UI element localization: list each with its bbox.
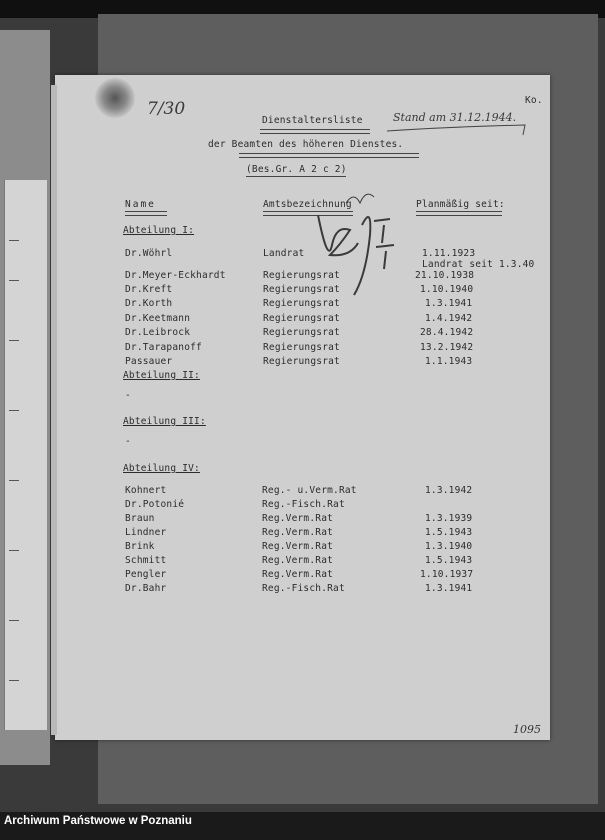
strip-tick — [9, 240, 19, 241]
row-name: Dr.Meyer-Eckhardt — [125, 270, 226, 281]
section-dash: - — [125, 436, 131, 447]
row-since: 1.1.1943 — [425, 356, 473, 367]
row-since: 21.10.1938 — [415, 270, 475, 281]
doc-grade: (Bes.Gr. A 2 c 2) — [246, 164, 347, 175]
row-name: Schmitt — [125, 555, 167, 566]
col-header-name: Name — [125, 199, 156, 210]
row-name: Dr.Tarapanoff — [125, 342, 202, 353]
row-title: Regierungsrat — [263, 284, 340, 295]
grade-underline — [246, 176, 346, 177]
row-title: Regierungsrat — [263, 342, 340, 353]
row-title: Regierungsrat — [263, 298, 340, 309]
row-since: 1.3.1939 — [425, 513, 473, 524]
row-title: Reg.-Fisch.Rat — [262, 499, 345, 510]
row-name: Dr.Korth — [125, 298, 173, 309]
row-name: Braun — [125, 513, 155, 524]
handwritten-signature — [310, 185, 420, 305]
row-since: 1.3.1941 — [425, 583, 473, 594]
col-name-underline — [125, 211, 167, 216]
strip-tick — [9, 340, 19, 341]
row-since: 1.3.1942 — [425, 485, 473, 496]
row-title: Reg.Verm.Rat — [262, 513, 334, 524]
row-title: Regierungsrat — [263, 327, 340, 338]
row-since: 13.2.1942 — [420, 342, 474, 353]
section-dash: - — [125, 390, 131, 401]
row-title: Reg.Verm.Rat — [262, 541, 334, 552]
row-since: 1.5.1943 — [425, 527, 473, 538]
row-name: Pengler — [125, 569, 167, 580]
strip-tick — [9, 280, 19, 281]
doc-title: Dienstaltersliste — [262, 115, 363, 126]
row-name: Dr.Wöhrl — [125, 248, 173, 259]
row-extra: Landrat seit 1.3.40 — [422, 259, 535, 270]
section-label: Abteilung III: — [123, 416, 206, 427]
row-since: 1.3.1940 — [425, 541, 473, 552]
document-page — [55, 75, 550, 740]
row-title: Landrat — [263, 248, 305, 259]
doc-subtitle: der Beamten des höheren Dienstes. — [208, 139, 404, 150]
row-since: 28.4.1942 — [420, 327, 474, 338]
archive-label: Archiwum Państwowe w Poznaniu — [4, 815, 192, 827]
row-title: Regierungsrat — [263, 313, 340, 324]
strip-tick — [9, 480, 19, 481]
row-title: Regierungsrat — [263, 356, 340, 367]
strip-tick — [9, 680, 19, 681]
row-title: Reg.Verm.Rat — [262, 569, 334, 580]
row-title: Reg.Verm.Rat — [262, 555, 334, 566]
row-name: Brink — [125, 541, 155, 552]
subtitle-double-underline — [239, 153, 419, 158]
row-since: 1.5.1943 — [425, 555, 473, 566]
col-since-underline — [416, 211, 502, 216]
section-label: Abteilung I: — [123, 225, 195, 236]
row-title: Reg.-Fisch.Rat — [262, 583, 345, 594]
row-name: Passauer — [125, 356, 173, 367]
row-name: Dr.Kreft — [125, 284, 173, 295]
row-name: Dr.Bahr — [125, 583, 167, 594]
col-header-title: Amtsbezeichnung — [263, 199, 352, 210]
row-since: 1.10.1940 — [420, 284, 474, 295]
row-since: 1.3.1941 — [425, 298, 473, 309]
row-since: 1.10.1937 — [420, 569, 474, 580]
row-title: Reg.- u.Verm.Rat — [262, 485, 357, 496]
row-name: Dr.Potonié — [125, 499, 185, 510]
ref-note: 7/30 — [147, 99, 186, 119]
strip-tick — [9, 550, 19, 551]
section-label: Abteilung II: — [123, 370, 200, 381]
title-double-underline — [260, 129, 370, 134]
row-name: Lindner — [125, 527, 167, 538]
row-name: Kohnert — [125, 485, 167, 496]
row-since: 1.4.1942 — [425, 313, 473, 324]
left-binding-strip — [0, 30, 50, 765]
page-number: 1095 — [513, 723, 541, 736]
strip-tick — [9, 410, 19, 411]
date-underline — [385, 117, 535, 137]
left-strip-paper — [4, 180, 47, 730]
row-name: Dr.Leibrock — [125, 327, 191, 338]
corner-mark: Ko. — [525, 95, 543, 106]
handwritten-date: Stand am 31.12.1944. — [393, 111, 517, 124]
row-since: 1.11.1923 — [422, 248, 476, 259]
row-title: Reg.Verm.Rat — [262, 527, 334, 538]
col-header-since: Planmäßig seit: — [416, 199, 505, 210]
strip-tick — [9, 620, 19, 621]
row-title: Regierungsrat — [263, 270, 340, 281]
row-name: Dr.Keetmann — [125, 313, 191, 324]
punch-hole-mark — [95, 78, 135, 118]
section-label: Abteilung IV: — [123, 463, 200, 474]
